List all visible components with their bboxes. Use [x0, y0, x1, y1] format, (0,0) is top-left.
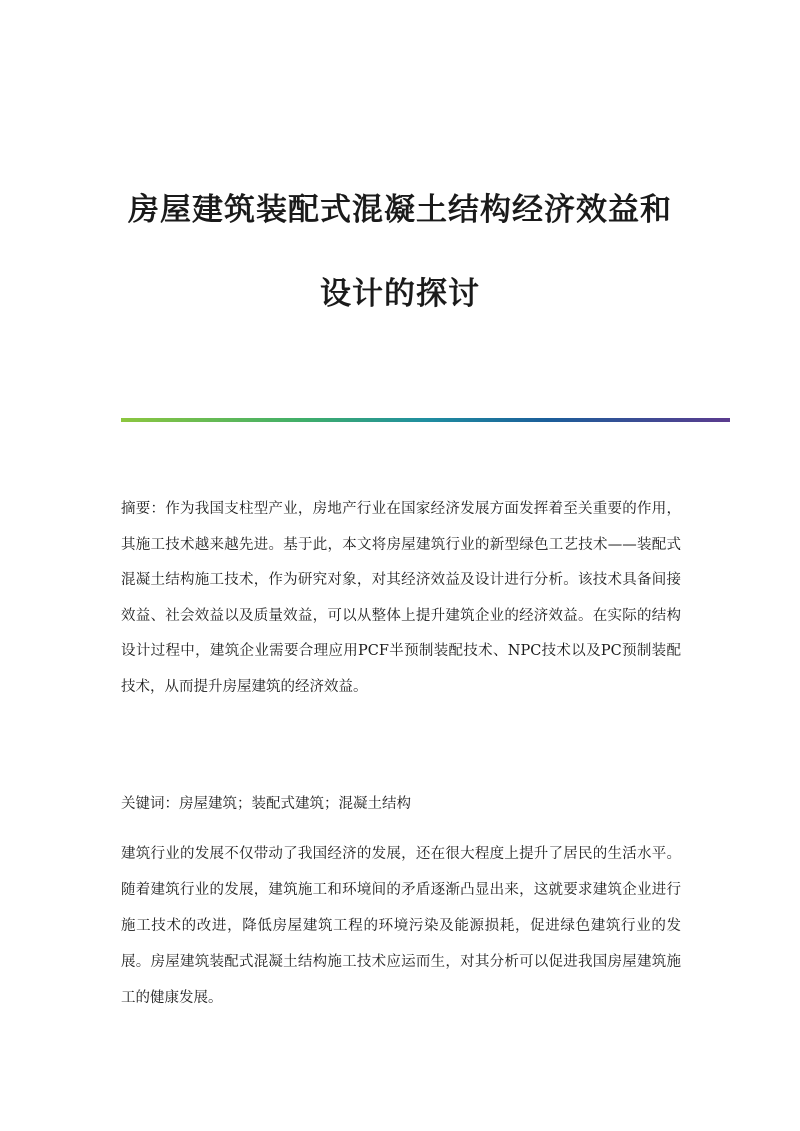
- abstract-paragraph: 摘要：作为我国支柱型产业，房地产行业在国家经济发展方面发挥着至关重要的作用，其施工技术越来越先进。基于此，本文将房屋建筑行业的新型绿色工艺技术——装配式混凝土结构施工技术，作为研究对象，对其经济效益及设计进行分析。该技术具备间接效益、社会效益以及质量效益，可以从整体上提升建筑企业的经济效益。在实际的结构设计过程中，建筑企业需要合理应用PCF半预制装配技术、NPC技术以及PC预制装配技术，从而提升房屋建筑的经济效益。: [121, 501, 681, 695]
- body-paragraph: 建筑行业的发展不仅带动了我国经济的发展，还在很大程度上提升了居民的生活水平。随着建筑行业的发展，建筑施工和环境间的矛盾逐渐凸显出来，这就要求建筑企业进行施工技术的改进，降低房屋建筑工程的环境污染及能源损耗，促进绿色建筑行业的发展。房屋建筑装配式混凝土结构施工技术应运而生，对其分析可以促进我国房屋建筑施工的健康发展。: [121, 846, 681, 1006]
- keywords-line: 关键词：房屋建筑；装配式建筑；混凝土结构: [121, 796, 411, 812]
- document-title-line-1: 房屋建筑装配式混凝土结构经济效益和: [128, 192, 672, 228]
- gradient-divider: [121, 418, 730, 422]
- document-title-line-2: 设计的探讨: [320, 276, 480, 312]
